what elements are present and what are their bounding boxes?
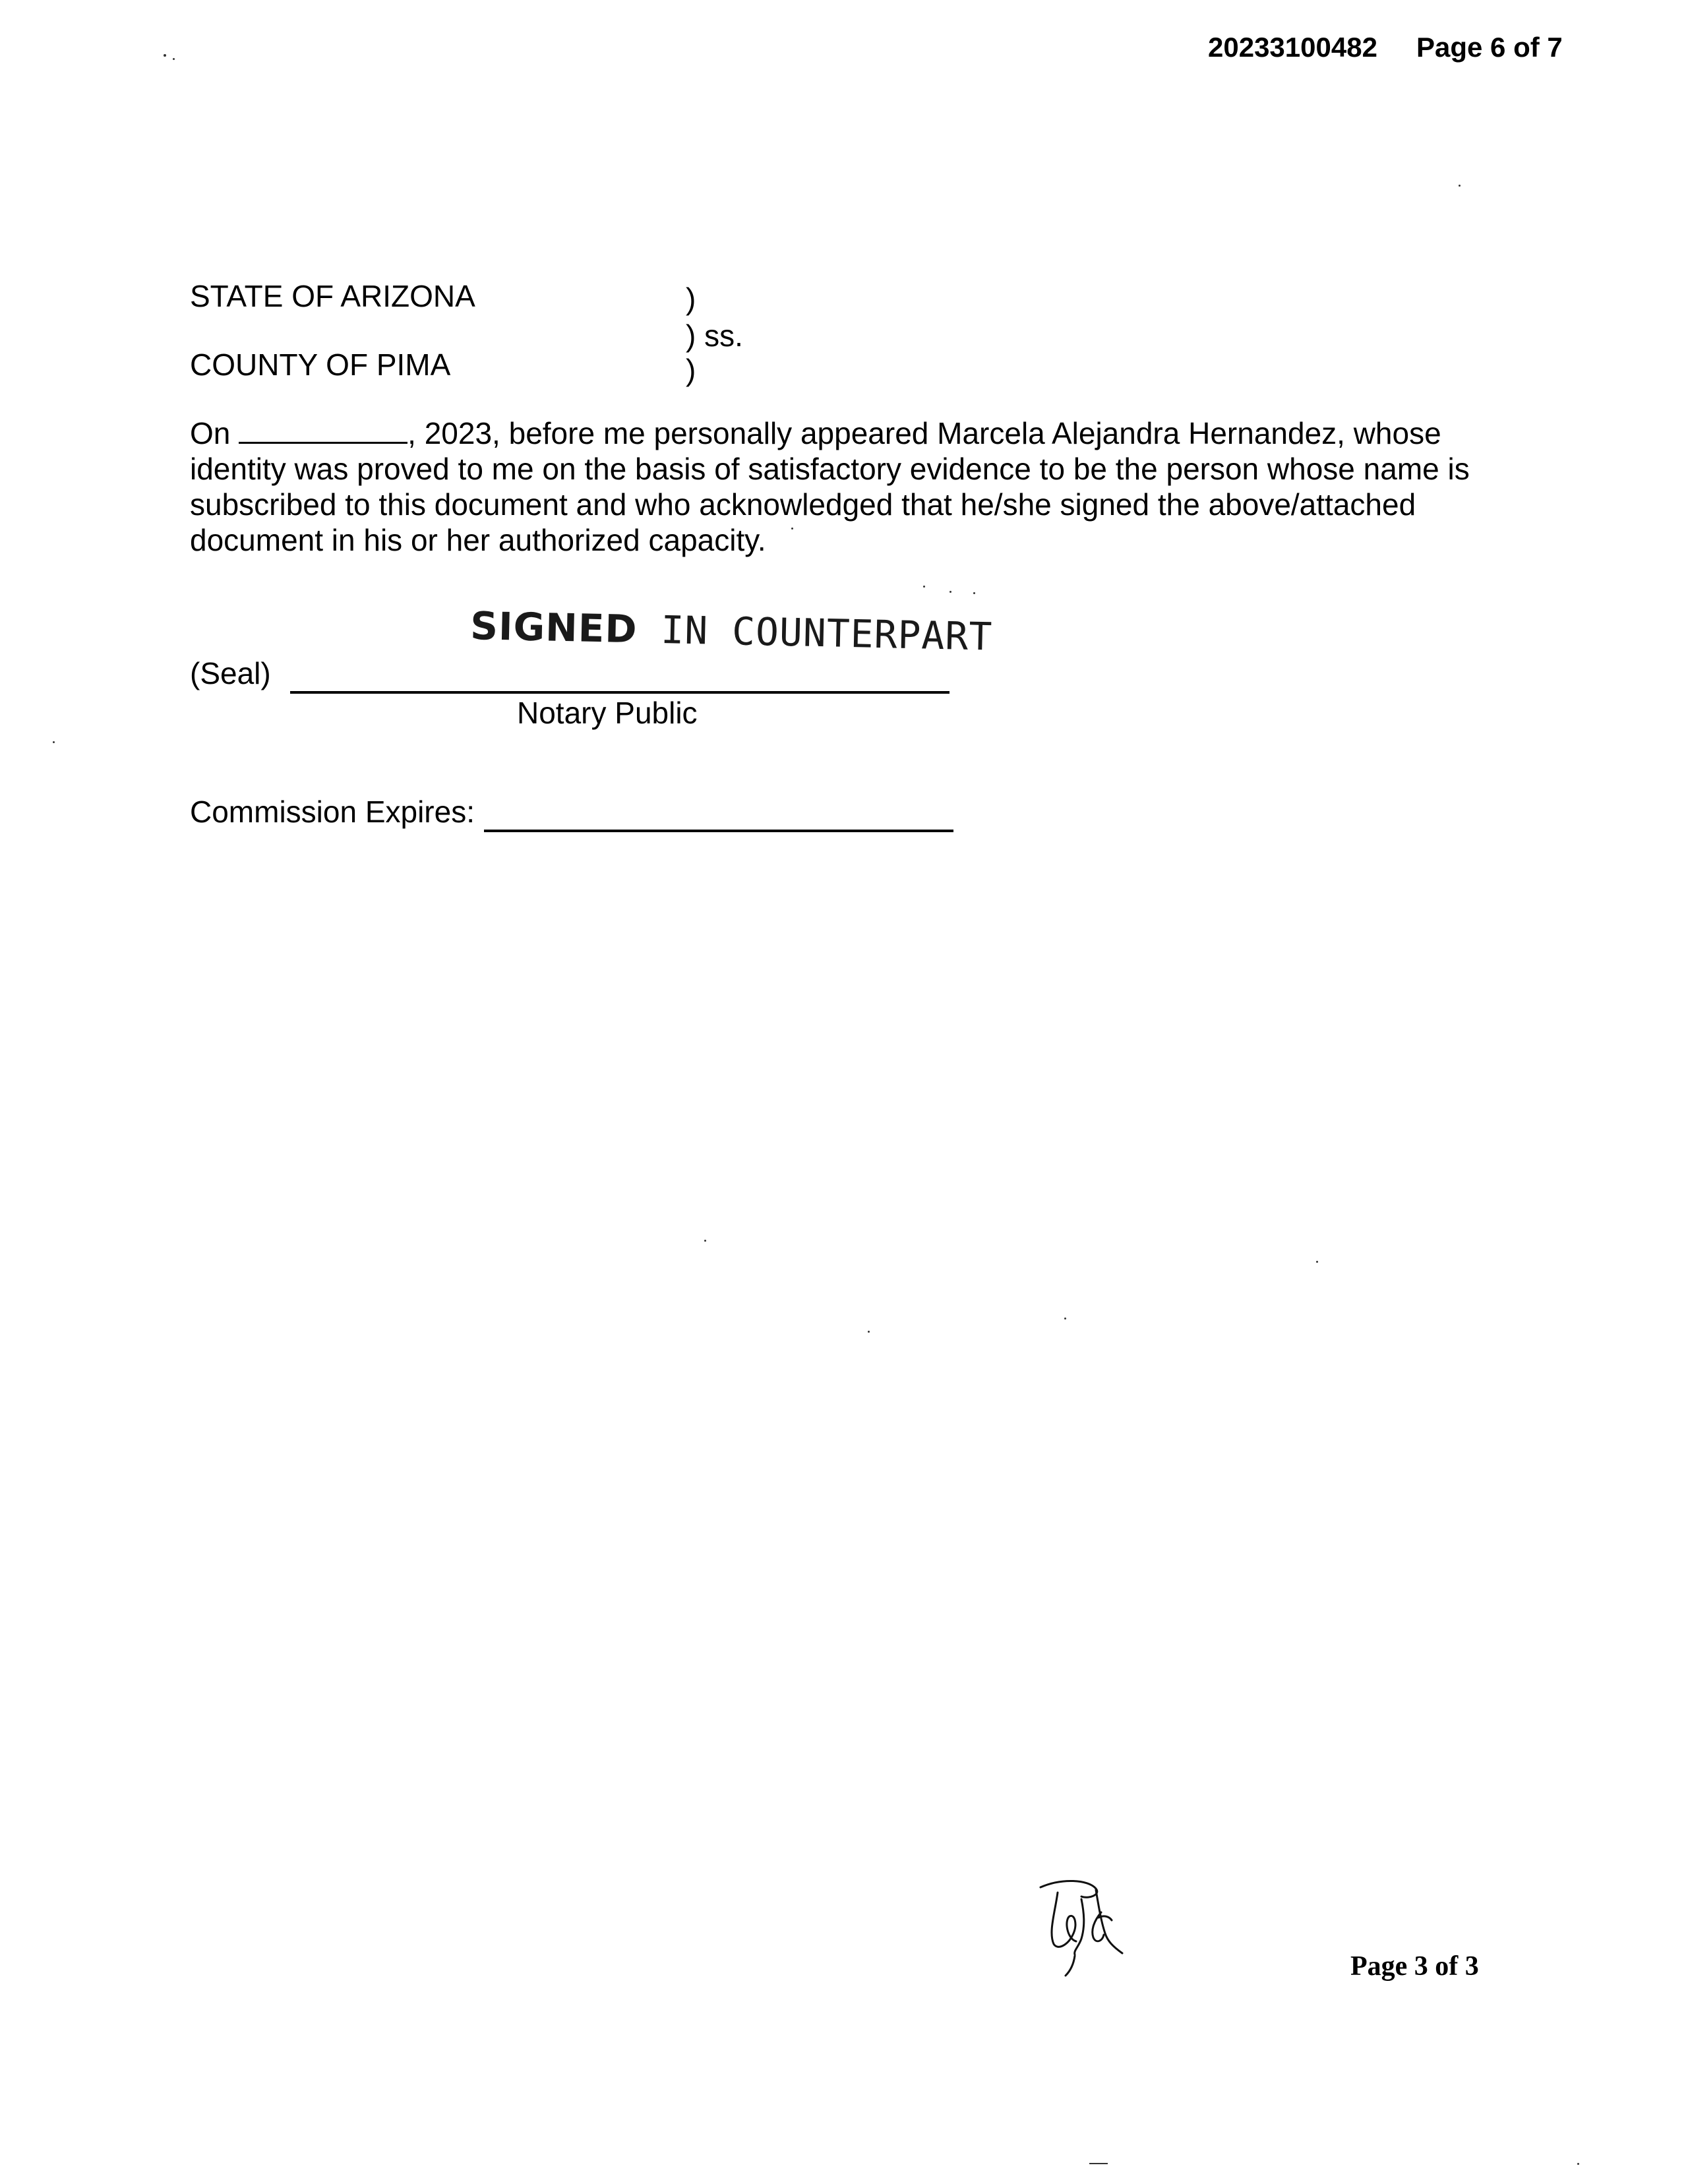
scan-speck (164, 54, 166, 57)
header-page-number: Page 6 of 7 (1416, 32, 1563, 63)
stamp-word-counterpart: IN COUNTERPART (660, 607, 993, 659)
scan-speck (173, 58, 175, 60)
scan-speck (1089, 2163, 1108, 2164)
venue-state: STATE OF ARIZONA (190, 279, 475, 313)
signed-in-counterpart-stamp (470, 603, 993, 659)
venue-bracket-bottom: ) (686, 353, 696, 387)
footer-page-number: Page 3 of 3 (1350, 1951, 1479, 1982)
handwritten-initials-icon (1035, 1873, 1147, 1985)
recording-number: 20233100482 (1208, 32, 1377, 63)
acknowledgment-text: , 2023, before me personally appeared Marcela Alejandra Hernandez, whose identity was proved to me on the basis of satisfactory evidence to be the person whose name is subscribed to this document and who acknowledged that he/she signed the above/attached document in his or her authorized capacity. (190, 416, 1470, 557)
commission-expires-label: Commission Expires: (190, 795, 475, 829)
notary-public-label: Notary Public (517, 696, 698, 730)
scan-speck (1064, 1318, 1066, 1320)
venue-ss: ) ss. (686, 318, 743, 353)
venue-bracket-top: ) (686, 282, 696, 316)
scan-speck (1316, 1261, 1318, 1263)
date-blank-line (239, 415, 407, 444)
venue-county: COUNTY OF PIMA (190, 348, 451, 382)
seal-label: (Seal) (190, 656, 271, 690)
scan-speck (704, 1240, 706, 1242)
scan-speck (53, 741, 55, 743)
commission-expires-line (484, 830, 953, 832)
stamp-word-signed: SIGNED (469, 603, 638, 652)
acknowledgment-prefix: On (190, 416, 231, 450)
scan-speck (973, 592, 975, 594)
acknowledgment-paragraph (190, 415, 1509, 558)
scan-speck (1577, 2163, 1579, 2165)
scan-speck (1459, 185, 1461, 187)
scan-speck (868, 1331, 870, 1333)
scan-speck (950, 591, 951, 593)
scan-speck (791, 528, 793, 530)
scan-speck (923, 586, 925, 588)
notary-signature-line (290, 691, 950, 694)
